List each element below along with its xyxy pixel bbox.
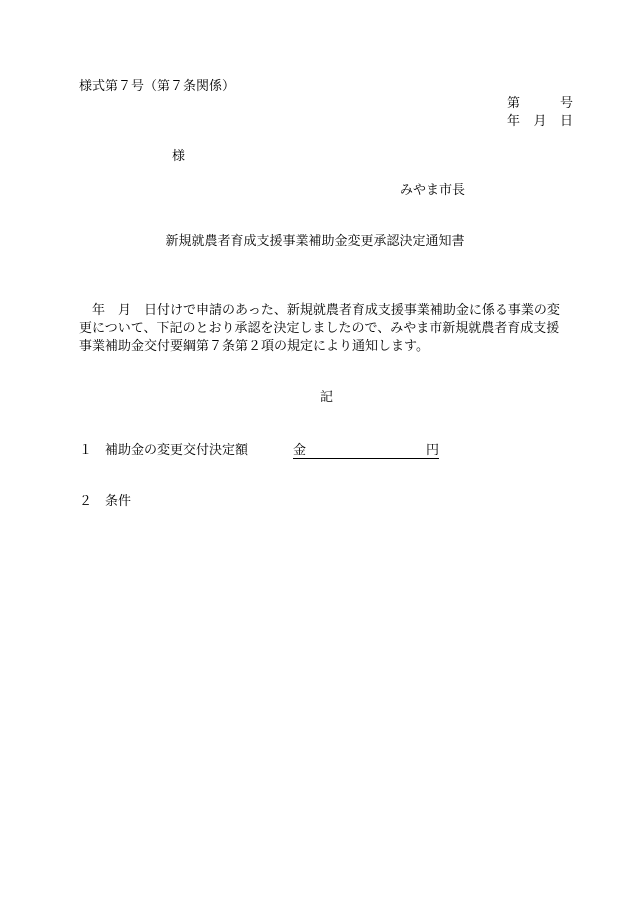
body-paragraph	[79, 302, 579, 356]
item-conditions	[79, 494, 131, 510]
body-line: 事業補助金交付要綱第７条第２項の規定により通知します。	[79, 339, 429, 354]
item-label: 補助金の変更交付決定額	[105, 443, 249, 458]
amount-field	[293, 443, 439, 459]
addressee: 様	[172, 149, 186, 164]
doc-number-suffix: 号	[559, 96, 573, 111]
item-number: １	[79, 443, 93, 458]
item-grant-amount	[79, 443, 439, 459]
item-number: ２	[79, 494, 93, 509]
document-title: 新規就農者育成支援事業補助金変更承認決定通知書	[165, 234, 465, 249]
item-label: 条件	[105, 494, 132, 509]
sender-name: みやま市長	[400, 183, 466, 198]
date-year: 年	[507, 114, 521, 129]
amount-suffix: 円	[425, 443, 439, 458]
date-month: 月	[533, 114, 547, 129]
form-number: 様式第７号（第７条関係）	[79, 79, 236, 94]
doc-number-prefix: 第	[507, 96, 521, 111]
document-number	[507, 96, 573, 112]
body-line: 更について、下記のとおり承認を決定しましたので、みやま市新規就農者育成支援	[79, 321, 560, 336]
document-date	[507, 114, 573, 130]
date-day: 日	[559, 114, 573, 129]
amount-prefix: 金	[293, 443, 307, 458]
body-line: 年 月 日付けで申請のあった、新規就農者育成支援事業補助金に係る事業の変	[79, 303, 560, 318]
ki-heading: 記	[320, 390, 334, 405]
